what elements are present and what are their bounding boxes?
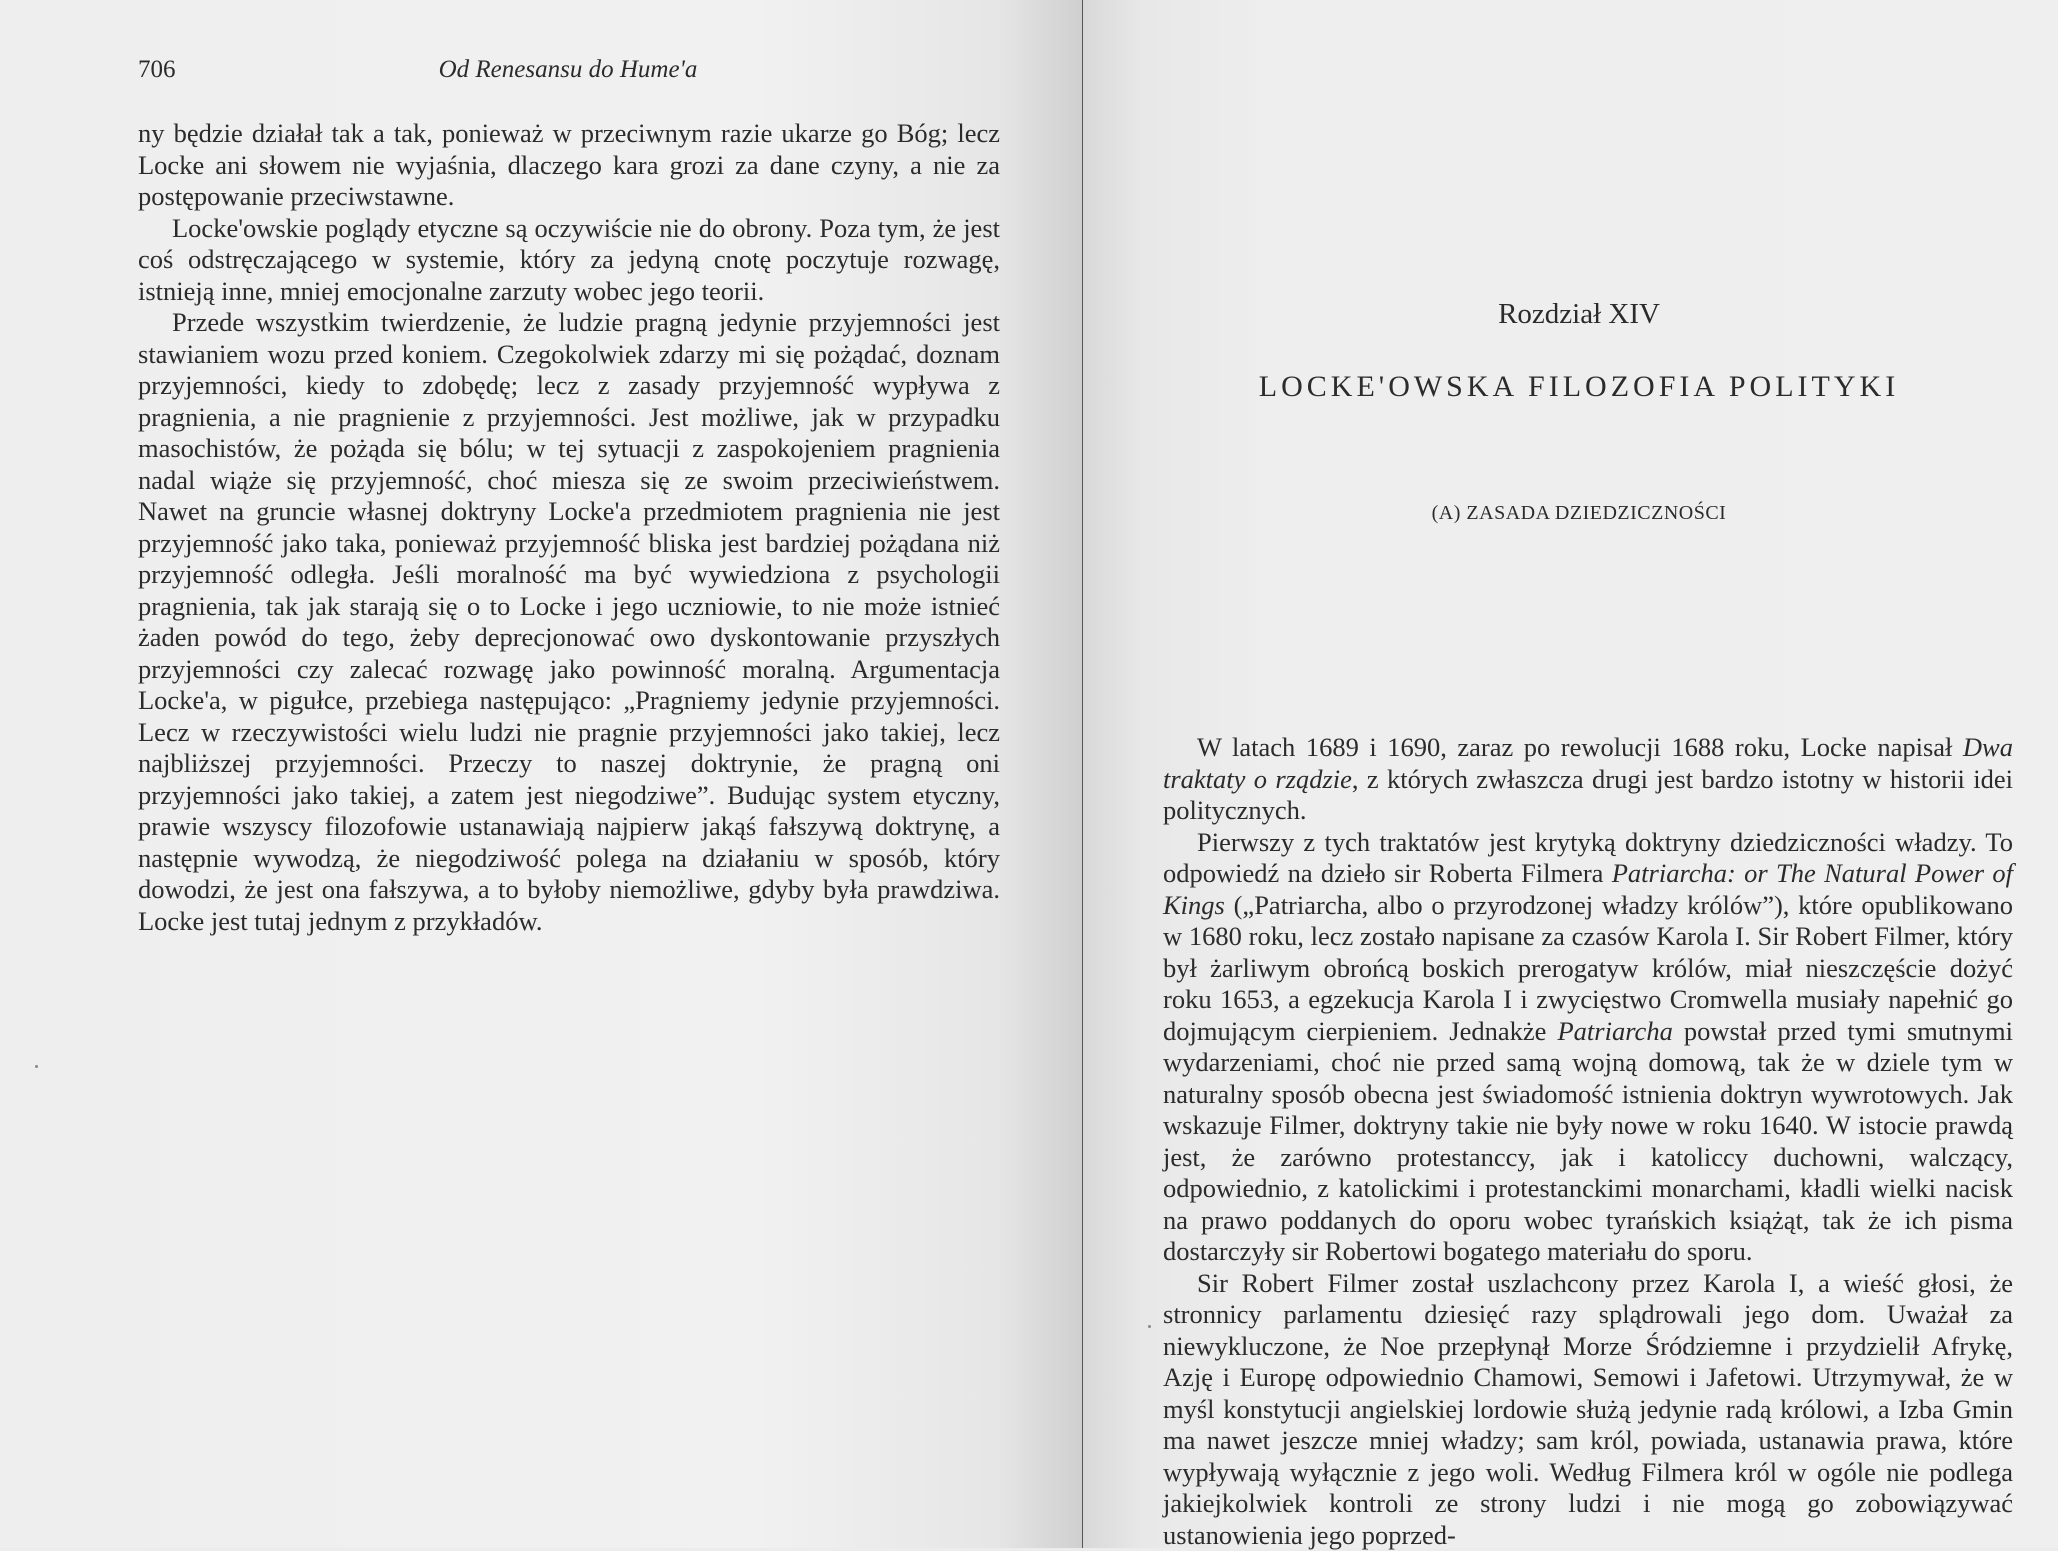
paragraph: Sir Robert Filmer został uszlachcony przez Karola I, a wieść głosi, że stronnicy parlamentu dziesięć razy splądrowali jego dom. Uważał za niewykluczone, że Noe przepłynął Morze Śródziemne i przydzielił Afrykę, Azję i Europę odpowiednio Chamowi, Semowi i Jafetowi. Utrzymywał, że w myśl konstytucji angielskiej lordowie służą jedynie radą królowi, a Izba Gmin ma nawet jeszcze mniej władzy; sam król, powiada, ustanawia prawa, które wypływają wyłącznie z jego woli. Według Filmera król w ogóle nie podlega jakiejkolwiek kontroli ze strony ludzi i nie mogą go zobowiązywać ustanowienia jego poprzed-: [1163, 1268, 2013, 1551]
scan-speck: [1148, 1325, 1151, 1328]
paragraph: [1163, 827, 2013, 1268]
paragraph: Przede wszystkim twierdzenie, że ludzie pragną jedynie przyjemności jest stawianiem wozu przed koniem. Czegokolwiek zdarzy mi się pożądać, doznam przyjemności, kiedy to zdobędę; lecz z zasady przyjemność wypływa z pragnienia, a nie pragnienie z przyjemności. Jest możliwe, jak w przypadku masochistów, że pożąda się bólu; w tej sytuacji z zaspokojeniem pragnienia nadal wiąże się przyjemność, choć miesza się ze swoim przeciwieństwem. Nawet na gruncie własnej doktryny Locke'a przedmiotem pragnienia nie jest przyjemność jako taka, ponieważ przyjemność bliska jest bardziej pożądana niż przyjemność odległa. Jeśli moralność ma być wywiedziona z psychologii pragnienia, tak jak starają się o to Locke i jego uczniowie, to nie może istnieć żaden powód do tego, żeby deprecjonować owo dyskontowanie przyszłych przyjemności czy zalecać rozwagę jako powinność moralną. Argumentacja Locke'a, w pigułce, przebiega następująco: „Pragniemy jedynie przyjemności. Lecz w rzeczywistości wielu ludzi nie pragnie przyjemności jako takiej, lecz najbliższej przyjemności. Przeczy to naszej doktrynie, że pragną oni przyjemności jako takiej, a zatem jest niegodziwe”. Budując system etyczny, prawie wszyscy filozofowie ustanawiają najpierw jakąś fałszywą doktrynę, a następnie wywodzą, że niegodziwość polega na działaniu w sposób, który dowodzi, że jest ona fałszywa, a to byłoby niemożliwe, gdyby była prawdziwa. Locke jest tutaj jednym z przykładów.: [138, 307, 1000, 937]
page-number: 706: [138, 56, 176, 84]
text-run: powstał przed tymi smutnymi wydarzeniami, choć nie przed samą wojną domową, tak że w dziele tym w naturalny sposób obecna jest świadomość istnienia doktryn wywrotowych. Jak wskazuje Filmer, doktryny takie nie były nowe w roku 1640. W istocie prawdą jest, że zarówno protestanccy, jak i katoliccy duchowni, walczący, odpowiednio, z katolickimi i protestanckimi monarchami, kładli wielki nacisk na prawo poddanych do oporu wobec tyrańskich książąt, tak że ich pisma dostarczyły sir Robertowi bogatego materiału do sporu.: [1163, 1016, 2013, 1267]
text-run: Pierwszy z tych traktatów jest krytyką doktryny dziedziczności władzy. To odpowiedź na dzieło sir Roberta Filmera: [1163, 827, 2013, 889]
chapter-title: LOCKE'OWSKA FILOZOFIA POLITYKI: [1100, 370, 2058, 404]
paragraph: ny będzie działał tak a tak, ponieważ w przeciwnym razie ukarze go Bóg; lecz Locke ani słowem nie wyjaśnia, dlaczego kara grozi za dane czyny, a nie za postępowanie przeciwstawne.: [138, 118, 1000, 213]
paragraph: Locke'owskie poglądy etyczne są oczywiście nie do obrony. Poza tym, że jest coś odstręczającego w systemie, który za jedyną cnotę poczytuje rozwagę, istnieją inne, mniej emocjonalne zarzuty wobec jego teorii.: [138, 213, 1000, 308]
scan-speck: [35, 1065, 38, 1068]
running-title: Od Renesansu do Hume'a: [138, 56, 998, 84]
right-body-text: [1163, 732, 2013, 1551]
book-title: Patriarcha: [1558, 1016, 1673, 1046]
book-title: Patriarcha: or The Natural Power of Kings: [1163, 858, 2013, 920]
chapter-number: Rozdział XIV: [1100, 298, 2058, 331]
paragraph: [1163, 732, 2013, 827]
book-title: Dwa traktaty o rządzie: [1163, 732, 2013, 794]
section-title: (A) ZASADA DZIEDZICZNOŚCI: [1100, 502, 2058, 525]
left-body-text: [138, 118, 1000, 937]
text-run: , z których zwłaszcza drugi jest bardzo istotny w historii idei politycznych.: [1163, 764, 2013, 826]
text-run: („Patriarcha, albo o przyrodzonej władzy królów”), które opublikowano w 1680 roku, lecz zostało napisane za czasów Karola I. Sir Robert Filmer, który był żarliwym obrońcą boskich prerogatyw królów, miał nieszczęście dożyć roku 1653, a egzekucja Karola I i zwycięstwo Cromwella musiały napełnić go dojmującym cierpieniem. Jednakże: [1163, 890, 2013, 1046]
running-head: [138, 56, 998, 90]
text-run: W latach 1689 i 1690, zaraz po rewolucji 1688 roku, Locke napisał: [1197, 732, 1963, 762]
